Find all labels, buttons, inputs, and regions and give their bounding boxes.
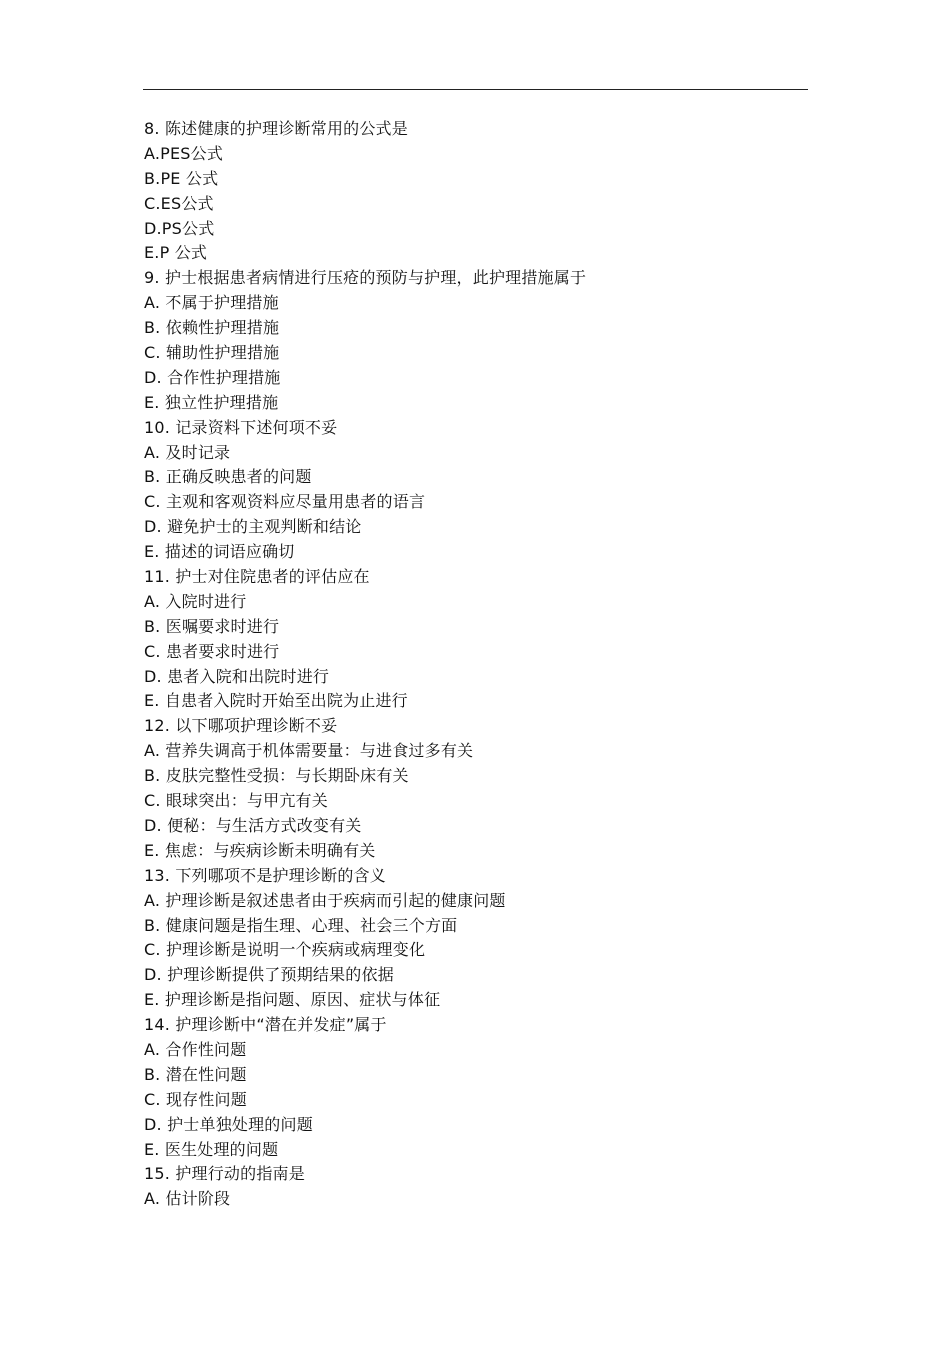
header-rule — [143, 89, 808, 90]
option-b: B. 医嘱要求时进行 — [144, 616, 280, 636]
option-c: C.ES公式 — [144, 193, 214, 213]
option-d: D. 患者入院和出院时进行 — [144, 666, 330, 686]
option-b: B. 依赖性护理措施 — [144, 318, 280, 338]
question-stem: 8. 陈述健康的护理诊断常用的公式是 — [144, 119, 408, 138]
option-a: A. 不属于护理措施 — [144, 293, 279, 313]
option-e: E. 独立性护理措施 — [144, 392, 279, 412]
question-13 — [144, 864, 804, 1013]
option-a: A.PES公式 — [144, 143, 224, 163]
option-c: C. 眼球突出：与甲亢有关 — [144, 791, 328, 811]
option-c: C. 护理诊断是说明一个疾病或病理变化 — [144, 940, 426, 960]
option-e: E. 描述的词语应确切 — [144, 542, 295, 562]
option-e: E.P 公式 — [144, 243, 208, 263]
option-b: B.PE 公式 — [144, 168, 219, 188]
option-e: E. 护理诊断是指问题、原因、症状与体征 — [144, 990, 441, 1010]
question-9 — [144, 266, 804, 415]
option-d: D. 护理诊断提供了预期结果的依据 — [144, 965, 394, 985]
question-list — [144, 117, 804, 1212]
option-d: D.PS公式 — [144, 218, 215, 238]
question-stem: 14. 护理诊断中“潜在并发症”属于 — [144, 1015, 387, 1035]
option-a: A. 估计阶段 — [144, 1189, 231, 1209]
option-b: B. 皮肤完整性受损：与长期卧床有关 — [144, 766, 409, 786]
question-10 — [144, 416, 804, 565]
question-stem: 9. 护士根据患者病情进行压疮的预防与护理，此护理措施属于 — [144, 268, 587, 288]
option-b: B. 正确反映患者的问题 — [144, 467, 312, 487]
option-e: E. 焦虑：与疾病诊断未明确有关 — [144, 840, 376, 860]
question-stem: 12. 以下哪项护理诊断不妥 — [144, 716, 338, 736]
option-d: D. 护士单独处理的问题 — [144, 1114, 313, 1134]
option-a: A. 合作性问题 — [144, 1039, 247, 1059]
question-stem: 13. 下列哪项不是护理诊断的含义 — [144, 865, 386, 885]
option-c: C. 辅助性护理措施 — [144, 343, 280, 363]
option-b: B. 健康问题是指生理、心理、社会三个方面 — [144, 915, 458, 935]
option-a: A. 护理诊断是叙述患者由于疾病而引起的健康问题 — [144, 890, 506, 910]
option-b: B. 潜在性问题 — [144, 1064, 247, 1084]
option-a: A. 营养失调高于机体需要量：与进食过多有关 — [144, 741, 474, 761]
question-14 — [144, 1013, 804, 1162]
option-e: E. 自患者入院时开始至出院为止进行 — [144, 691, 408, 711]
option-c: C. 现存性问题 — [144, 1089, 247, 1109]
question-15 — [144, 1162, 804, 1212]
question-stem: 15. 护理行动的指南是 — [144, 1164, 305, 1184]
question-8 — [144, 117, 804, 266]
option-d: D. 避免护士的主观判断和结论 — [144, 517, 362, 537]
question-12 — [144, 714, 804, 863]
question-stem: 11. 护士对住院患者的评估应在 — [144, 567, 370, 587]
option-d: D. 便秘：与生活方式改变有关 — [144, 815, 362, 835]
question-11 — [144, 565, 804, 714]
option-c: C. 患者要求时进行 — [144, 641, 280, 661]
question-stem: 10. 记录资料下述何项不妥 — [144, 417, 338, 437]
option-a: A. 入院时进行 — [144, 591, 247, 611]
option-a: A. 及时记录 — [144, 442, 231, 462]
option-c: C. 主观和客观资料应尽量用患者的语言 — [144, 492, 426, 512]
option-d: D. 合作性护理措施 — [144, 367, 281, 387]
option-e: E. 医生处理的问题 — [144, 1139, 279, 1159]
